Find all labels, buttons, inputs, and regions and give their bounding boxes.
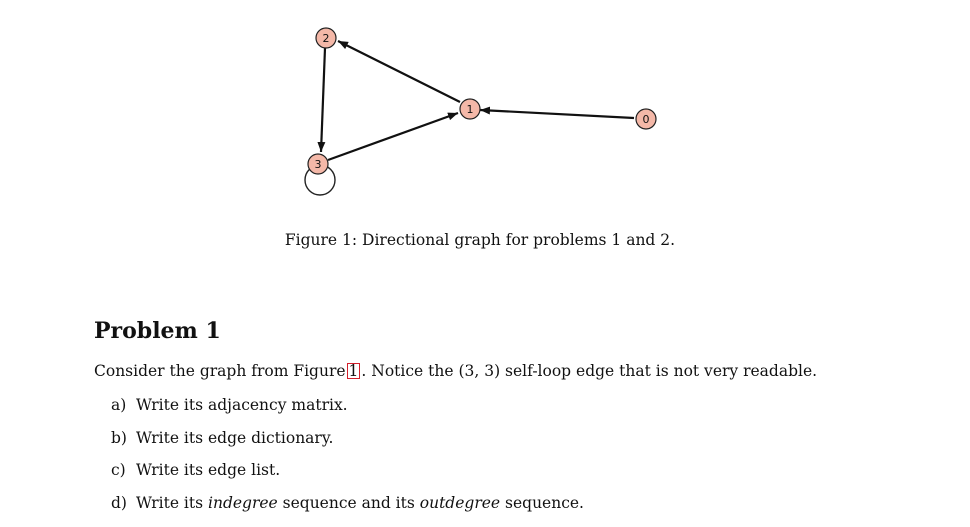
edge-3-to-1 xyxy=(328,113,458,160)
task-item xyxy=(111,461,584,494)
node-label: 3 xyxy=(314,158,322,171)
problem-intro xyxy=(94,362,817,380)
node-label: 0 xyxy=(642,113,650,126)
task-item xyxy=(111,494,584,527)
task-item xyxy=(111,429,584,462)
task-emphasis: indegree xyxy=(208,493,278,512)
task-text: Write its edge list. xyxy=(136,461,281,479)
edge-2-to-3 xyxy=(321,48,325,152)
task-item xyxy=(111,396,584,429)
node-label: 1 xyxy=(466,103,474,116)
node-2 xyxy=(316,28,336,48)
graph-figure xyxy=(0,0,970,210)
task-list xyxy=(111,396,584,526)
node-label: 2 xyxy=(322,32,330,45)
task-text: Write its xyxy=(136,493,208,512)
node-0 xyxy=(636,109,656,129)
task-text: sequence. xyxy=(500,493,584,512)
task-marker: b) xyxy=(111,428,127,447)
edge-1-to-2 xyxy=(338,41,460,102)
task-marker: d) xyxy=(111,493,127,512)
task-marker: a) xyxy=(111,396,127,414)
edge-0-to-1 xyxy=(480,110,634,118)
task-text: sequence and its xyxy=(277,493,420,512)
intro-text: Consider the graph from Figure xyxy=(94,362,346,380)
node-1 xyxy=(460,99,480,119)
task-emphasis: outdegree xyxy=(419,493,501,512)
figure-caption: Figure 1: Directional graph for problems 1 and 2. xyxy=(284,231,676,249)
intro-text: . Notice the (3, 3) self-loop edge that is not very readable. xyxy=(361,362,818,380)
figure-reference-link[interactable]: 1 xyxy=(348,362,359,380)
task-marker: c) xyxy=(111,461,126,479)
task-text: Write its edge dictionary. xyxy=(136,428,334,447)
node-3 xyxy=(308,154,328,174)
task-text: Write its adjacency matrix. xyxy=(136,396,348,414)
section-title: Problem 1 xyxy=(94,318,221,344)
